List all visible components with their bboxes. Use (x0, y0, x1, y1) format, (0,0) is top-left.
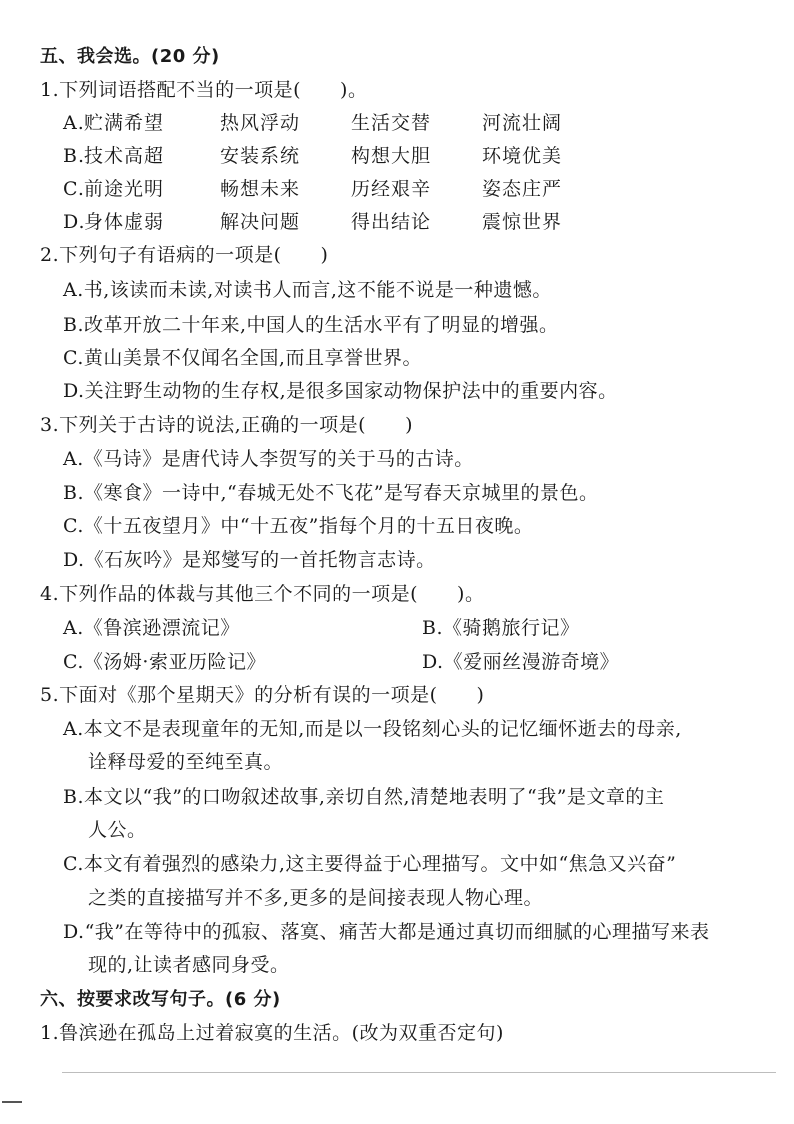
q1-rowB-word3: 构想大胆 (351, 145, 432, 167)
q3-option-a: A.《马诗》是唐代诗人李贺写的关于马的古诗。 (63, 448, 474, 470)
q5-option-d-line2: 现的,让读者感同身受。 (88, 954, 290, 976)
q2-option-c: C.黄山美景不仅闻名全国,而且享誉世界。 (63, 347, 422, 369)
q5-option-b-line2: 人公。 (88, 819, 147, 841)
q5-option-b-line1: B.本文以“我”的口吻叙述故事,亲切自然,清楚地表明了“我”是文章的主 (63, 786, 665, 808)
q1-rowA-word2: 热风浮动 (220, 112, 301, 134)
q1-rowC-word2: 畅想未来 (220, 178, 301, 200)
q1-rowA-label: A. (63, 112, 85, 134)
q2-option-d: D.关注野生动物的生存权,是很多国家动物保护法中的重要内容。 (63, 380, 618, 402)
q4-option-c: C.《汤姆·索亚历险记》 (63, 651, 266, 673)
q4-stem: 4.下列作品的体裁与其他三个不同的一项是( )。 (40, 583, 485, 605)
q1-rowB-label: B. (63, 145, 86, 167)
q4-option-b: B.《骑鹅旅行记》 (422, 617, 580, 639)
q1-stem: 1.下列词语搭配不当的一项是( )。 (40, 79, 368, 101)
q1-rowB-word4: 环境优美 (482, 145, 563, 167)
q1-rowC-word4: 姿态庄严 (482, 178, 563, 200)
q2-option-b: B.改革开放二十年来,中国人的生活水平有了明显的增强。 (63, 314, 559, 336)
q1-rowD-word1: 身体虚弱 (84, 211, 165, 233)
q1-rowA-word3: 生活交替 (351, 112, 432, 134)
answer-line (62, 1072, 776, 1073)
q5-option-c-line1: C.本文有着强烈的感染力,这主要得益于心理描写。文中如“焦急又兴奋” (63, 853, 677, 875)
q1-rowD-word4: 震惊世界 (482, 211, 563, 233)
section6-heading: 六、按要求改写句子。(6 分) (40, 989, 281, 1010)
q5-option-a-line1: A.本文不是表现童年的无知,而是以一段铭刻心头的记忆缅怀逝去的母亲, (63, 718, 682, 740)
q5-stem: 5.下面对《那个星期天》的分析有误的一项是( ) (40, 684, 485, 706)
q1-rowB-word2: 安装系统 (220, 145, 301, 167)
q3-stem: 3.下列关于古诗的说法,正确的一项是( ) (40, 414, 413, 436)
q5-option-d-line1: D.“我”在等待中的孤寂、落寞、痛苦大都是通过真切而细腻的心理描写来表 (63, 921, 710, 943)
q1-rowA-word1: 贮满希望 (84, 112, 165, 134)
q4-option-d: D.《爱丽丝漫游奇境》 (422, 651, 620, 673)
s6-q1: 1.鲁滨逊在孤岛上过着寂寞的生活。(改为双重否定句) (40, 1022, 504, 1044)
q3-option-b: B.《寒食》一诗中,“春城无处不飞花”是写春天京城里的景色。 (63, 482, 599, 504)
q2-option-a: A.书,该读而未读,对读书人而言,这不能不说是一种遗憾。 (63, 279, 552, 301)
q1-rowC-label: C. (63, 178, 85, 200)
q3-option-c: C.《十五夜望月》中“十五夜”指每个月的十五日夜晚。 (63, 515, 534, 537)
q1-rowD-label: D. (63, 211, 86, 233)
q1-rowC-word1: 前途光明 (84, 178, 165, 200)
page-corner-mark (2, 1101, 22, 1103)
section5-heading: 五、我会选。(20 分) (40, 46, 220, 67)
q2-stem: 2.下列句子有语病的一项是( ) (40, 244, 329, 266)
q1-rowD-word3: 得出结论 (351, 211, 432, 233)
q1-rowD-word2: 解决问题 (220, 211, 301, 233)
q5-option-a-line2: 诠释母爱的至纯至真。 (88, 751, 284, 773)
q5-option-c-line2: 之类的直接描写并不多,更多的是间接表现人物心理。 (88, 887, 544, 909)
q4-option-a: A.《鲁滨逊漂流记》 (63, 617, 240, 639)
q1-rowA-word4: 河流壮阔 (482, 112, 563, 134)
q1-rowB-word1: 技术高超 (84, 145, 165, 167)
q3-option-d: D.《石灰吟》是郑燮写的一首托物言志诗。 (63, 549, 436, 571)
q1-rowC-word3: 历经艰辛 (351, 178, 432, 200)
